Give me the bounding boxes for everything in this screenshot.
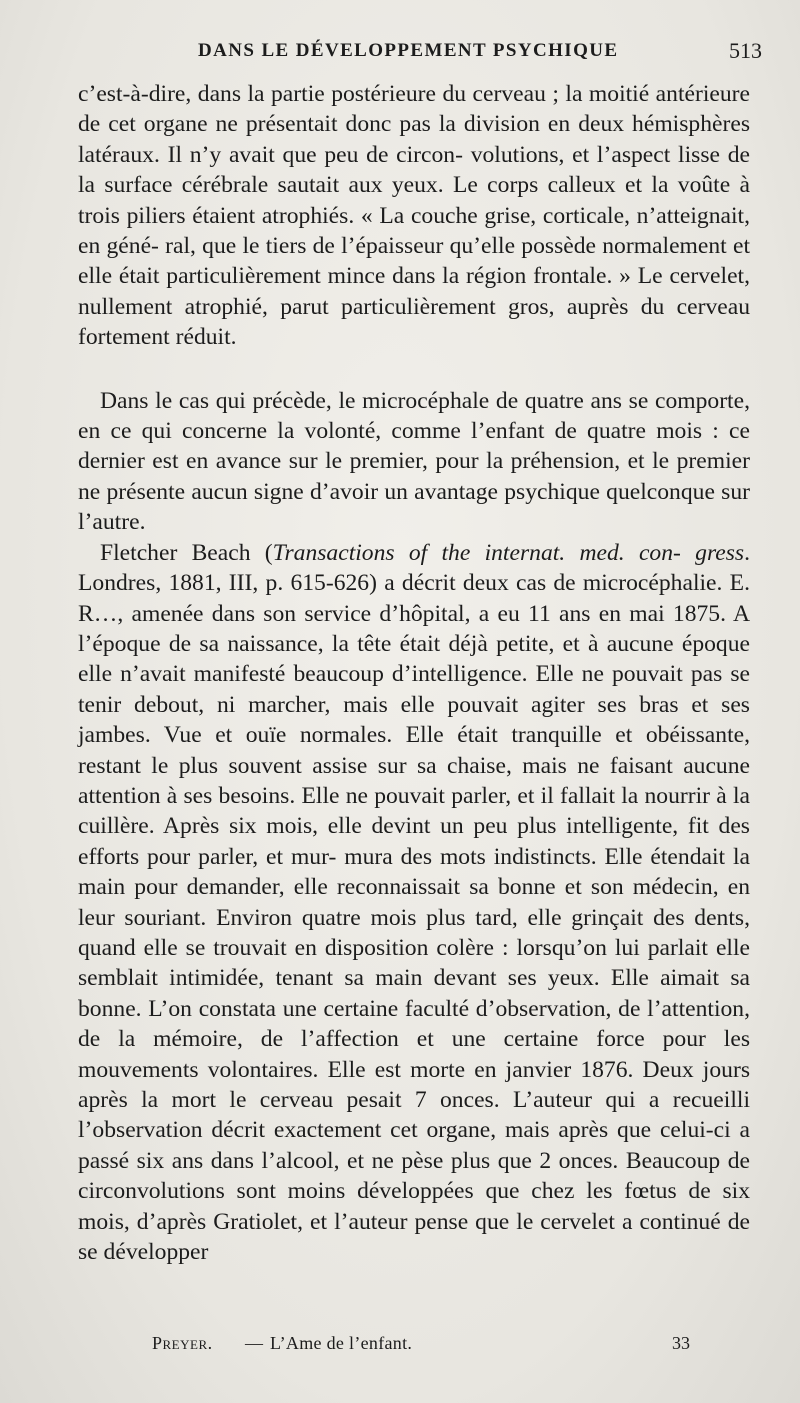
paragraph-2: Dans le cas qui précède, le microcéphale de quatre ans se comporte, en ce qui concerne la volonté, comme l’enfant de quatre mois : ce dernier est en avance sur le premier, pour la préhension, et le premier ne présente aucun signe d’avoir un avantage psychique quelconque sur l’autre. [78, 387, 750, 536]
page-header [80, 36, 780, 70]
running-title: DANS LE DÉVELOPPEMENT PSYCHIQUE [198, 40, 619, 61]
paragraph-3 [78, 538, 750, 1268]
page-number: 513 [729, 38, 762, 63]
paragraph-1: c’est-à-dire, dans la partie postérieure du cerveau ; la moitié antérieure de cet organe ne présentait donc pas la division en deux hémisphères latéraux. Il n’y avait que peu de circon- volutions, et l’aspect lisse de la surface cérébrale sautait aux yeux. Le corps calleux et la voûte à trois piliers étaient atrophiés. « La couche grise, corticale, n’atteignait, en géné- ral, que le tiers de l’épaisseur qu’elle possède normalement et elle était particulièrement mince dans la région frontale. » Le cervelet, nullement atrophié, parut particulièrement gros, auprès du cerveau fortement réduit. [78, 81, 750, 351]
citation-title: Transactions of the internat. med. con- gress [272, 539, 745, 566]
footer-signature: 33 [672, 1333, 690, 1353]
footer-book-title: L’Ame de l’enfant. [270, 1333, 413, 1353]
page-footer [140, 1333, 700, 1361]
body-text [78, 79, 750, 1267]
footer-separator: — [245, 1333, 263, 1353]
paragraph-3-rest: . Londres, 1881, III, p. 615-626) a décrit deux cas de microcéphalie. E. R…, amenée dans son service d’hôpital, a eu 11 ans en mai 1875. A l’époque de sa naissance, la tête était déjà petite, et à aucune époque elle n’avait manifesté beaucoup d’intelligence. Elle ne pouvait pas se tenir debout, ni marcher, mais elle pouvait agiter ses bras et ses jambes. Vue et ouïe normales. Elle était tranquille et obéissante, restant le plus souvent assise sur sa chaise, mais ne faisant aucune attention à ses besoins. Elle ne pouvait parler, et il fallait la nourrir à la cuillère. Après six mois, elle devint un peu plus intelligente, fit des efforts pour parler, et mur- mura des mots indistincts. Elle étendait la main pour demander, elle reconnaissait sa bonne et son médecin, en leur souriant. Environ quatre mois plus tard, elle grinçait des dents, quand elle se trouvait en disposition colère : lorsqu’on lui parlait elle semblait intimidée, tenant sa main devant ses yeux. Elle aimait sa bonne. L’on constata une certaine faculté d’observation, de l’attention, de la mémoire, de l’affection et une certaine force pour les mouvements volontaires. Elle est morte en janvier 1876. Deux jours après la mort le cerveau pesait 7 onces. L’auteur qui a recueilli l’observation décrit exactement cet organe, mais après que celui-ci a passé six ans dans l’alcool, et ne pèse plus que 2 onces. Beaucoup de circonvolutions sont moins développées que chez les fœtus de six mois, d’après Gratiolet, et l’auteur pense que le cervelet a continué de se développer [78, 539, 750, 1266]
paragraph-3-lead: Fletcher Beach ( [100, 539, 273, 566]
footer-author: Preyer. [152, 1333, 213, 1353]
